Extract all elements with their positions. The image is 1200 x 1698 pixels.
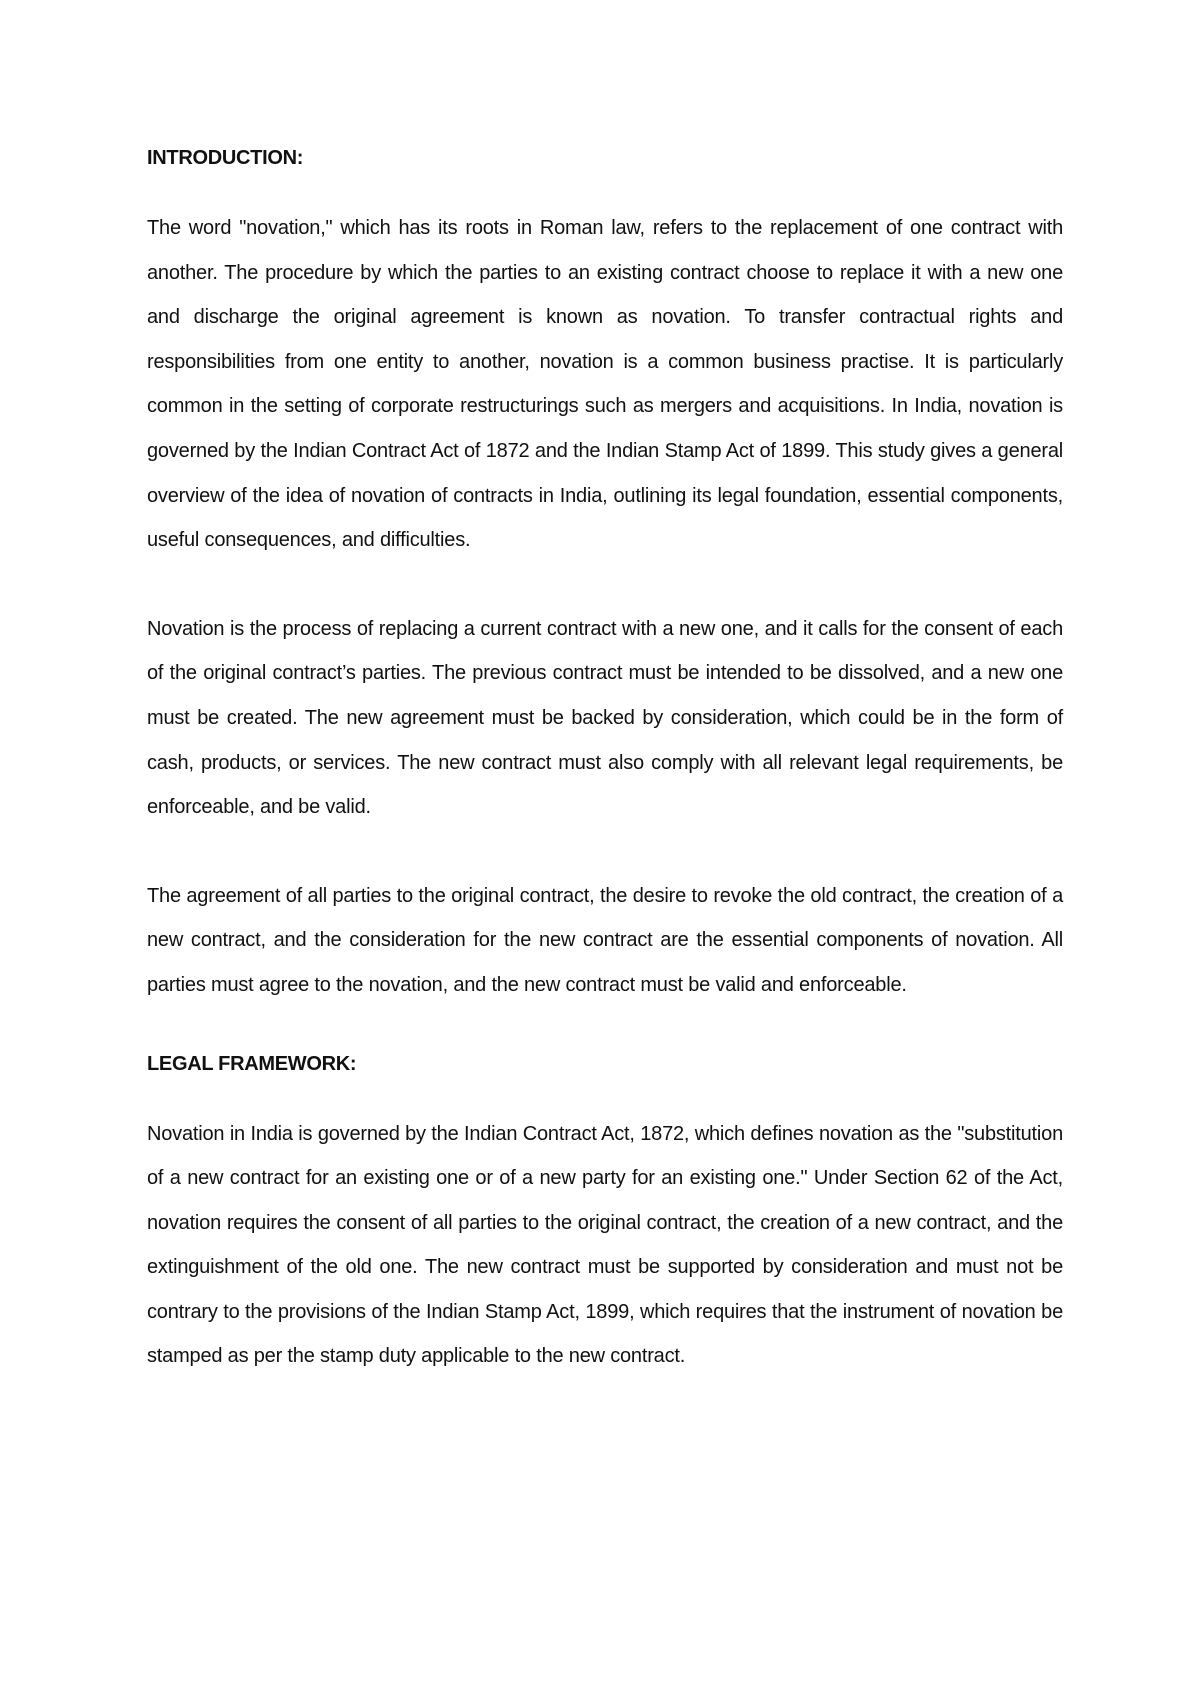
section-heading-legal-framework: LEGAL FRAMEWORK: [147, 1052, 357, 1075]
paragraph-legal-framework-1: Novation in India is governed by the Indian Contract Act, 1872, which defines novation as the "substitution of a new contract for an existing one or of a new party for an existing one." Under Section 62 of the Act, novation requires the consent of all parties to the original contract, the creation of a new contract, and the extinguishment of the old one. The new contract must be supported by consideration and must not be contrary to the provisions of the Indian Stamp Act, 1899, which requires that the instrument of novation be stamped as per the stamp duty applicable to the new contract. [147, 1122, 1063, 1368]
paragraph-introduction-3: The agreement of all parties to the original contract, the desire to revoke the old contract, the creation of a new contract, and the consideration for the new contract are the essential components of novation. All parties must agree to the novation, and the new contract must be valid and enforceable. [147, 884, 1063, 996]
paragraph-introduction-1: The word "novation," which has its roots in Roman law, refers to the replacement of one contract with another. The procedure by which the parties to an existing contract choose to replace it with a new one and discharge the original agreement is known as novation. To transfer contractual rights and responsibilities from one entity to another, novation is a common business practise. It is particularly common in the setting of corporate restructurings such as mergers and acquisitions. In India, novation is governed by the Indian Contract Act of 1872 and the Indian Stamp Act of 1899. This study gives a general overview of the idea of novation of contracts in India, outlining its legal foundation, essential components, useful consequences, and difficulties. [147, 217, 1063, 552]
document-body [147, 146, 1063, 1379]
paragraph-introduction-2: Novation is the process of replacing a current contract with a new one, and it calls for the consent of each of the original contract’s parties. The previous contract must be intended to be dissolved, and a new one must be created. The new agreement must be backed by consideration, which could be in the form of cash, products, or services. The new contract must also comply with all relevant legal requirements, be enforceable, and be valid. [147, 617, 1063, 819]
section-heading-introduction: INTRODUCTION: [147, 147, 304, 169]
